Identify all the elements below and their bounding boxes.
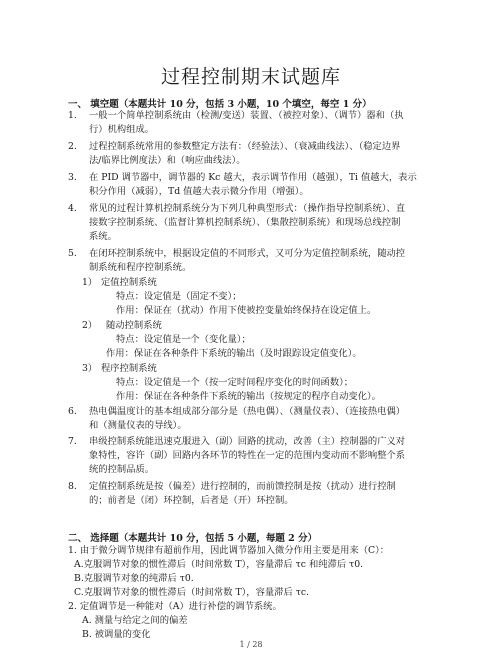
item-number: 5. [68,248,77,259]
option-text: A.克服调节对象的惯性滞后（时间常数 T），容量滞后 τc 和纯滞后 τ0. [74,559,364,570]
option-text: C.克服调节对象的惯性滞后（时间常数 T），容量滞后 τc. [74,587,310,598]
item-number: 4. [68,203,77,214]
page-title: 过程控制期末试题库 [160,66,341,88]
item-text: 在 PID 调节器中，调节器的 Kc 越大，表示调节作用（越强），Ti 值越大，表示 [89,172,417,183]
item-text: 定值控制系统是按（偏差）进行控制的，而前馈控制是按（扰动）进行控制 [89,481,396,492]
subitem-number: 2） [82,320,98,331]
option-text: B. 被调量的变化 [82,629,151,640]
item-number: 3. [68,172,77,183]
item-number: 7. [68,436,77,447]
subitem-number: 1） [82,277,98,288]
section-heading-fill-blank: 一、 填空题（本题共计 10 分，包括 3 小题，10 个填空，每空 1 分） [68,99,372,110]
subitem-function: 作用：保证在各种条件下系统的输出（按规定的程序自动变化）。 [116,391,381,402]
item-text: 法/临界比例度法）和（响应曲线法）。 [89,155,246,166]
item-text: 在闭环控制系统中，根据设定值的不同形式，又可分为定值控制系统，随动控 [89,248,406,259]
item-number: 6. [68,406,77,417]
subitem-name: 定值控制系统 [101,277,157,288]
subitem-feature: 特点：设定值是（固定不变）； [116,291,242,302]
item-text: 积分作用（减弱），Td 值越大表示微分作用（增强）。 [89,186,309,197]
subitem-name: 随动控制系统 [106,320,162,331]
subitem-function: 作用：保证在（扰动）作用下使被控变量始终保持在设定值上。 [116,305,377,316]
item-text: 制系统和程序控制系统。 [89,262,192,273]
item-text: 统的控制品质。 [89,464,155,475]
item-text: 常见的过程计算机控制系统分为下列几种典型形式：（操作指导控制系统）、直 [89,203,406,214]
item-text: 和（测量仪表的导线）。 [89,420,187,431]
item-number: 2. [68,141,77,152]
item-number: 8. [68,481,77,492]
question-text: 1. 由于微分调节规律有超前作用，因此调节器加入微分作用主要是用来（C）： [68,545,390,556]
subitem-function: 作用：保证在各种条件下系统的输出（及时跟踪设定值变化）。 [106,348,362,359]
item-text: 一般一个简单控制系统由（检测/变送）装置、（被控对象）、（调节）器和（执 [89,110,404,121]
item-text: 串级控制系统能迅速克服进入（副）回路的扰动，改善（主）控制器的广义对 [89,436,406,447]
item-number: 1. [68,110,77,121]
section-heading-choice: 二、 选择题（本题共计 10 分，包括 5 小题，每题 2 分） [68,533,318,544]
item-text: 过程控制系统常用的参数整定方法有：（经验法）、（衰减曲线法）、（稳定边界 [89,141,401,152]
option-text: A. 测量与给定之间的偏差 [82,615,188,626]
page-number: 1 / 28 [239,640,263,649]
option-text: B.克服调节对象的纯滞后 τ0. [74,573,194,584]
item-text: 行）机构组成。 [89,124,155,135]
item-text: 象特性，容许（副）回路内各环节的特性在一定的范围内变动而不影响整个系 [89,450,406,461]
item-text: 接数字控制系统、（监督计算机控制系统）、（集散控制系统）和现场总线控制 [89,217,401,228]
item-text: 系统。 [89,231,117,242]
question-text: 2. 定值调节是一种能对（A）进行补偿的调节系统。 [68,601,282,612]
subitem-name: 程序控制系统 [101,363,157,374]
item-text: 热电偶温度计的基本组成部分部分是（热电偶）、（测量仪表）、（连接热电偶） [89,406,406,417]
item-text: 的；前者是（闭）环控制，后者是（开）环控制。 [89,495,294,506]
subitem-number: 3） [82,363,98,374]
subitem-feature: 特点：设定值是一个（按一定时间程序变化的时间函数）； [116,377,354,388]
subitem-feature: 特点：设定值是一个（变化量）； [116,334,251,345]
